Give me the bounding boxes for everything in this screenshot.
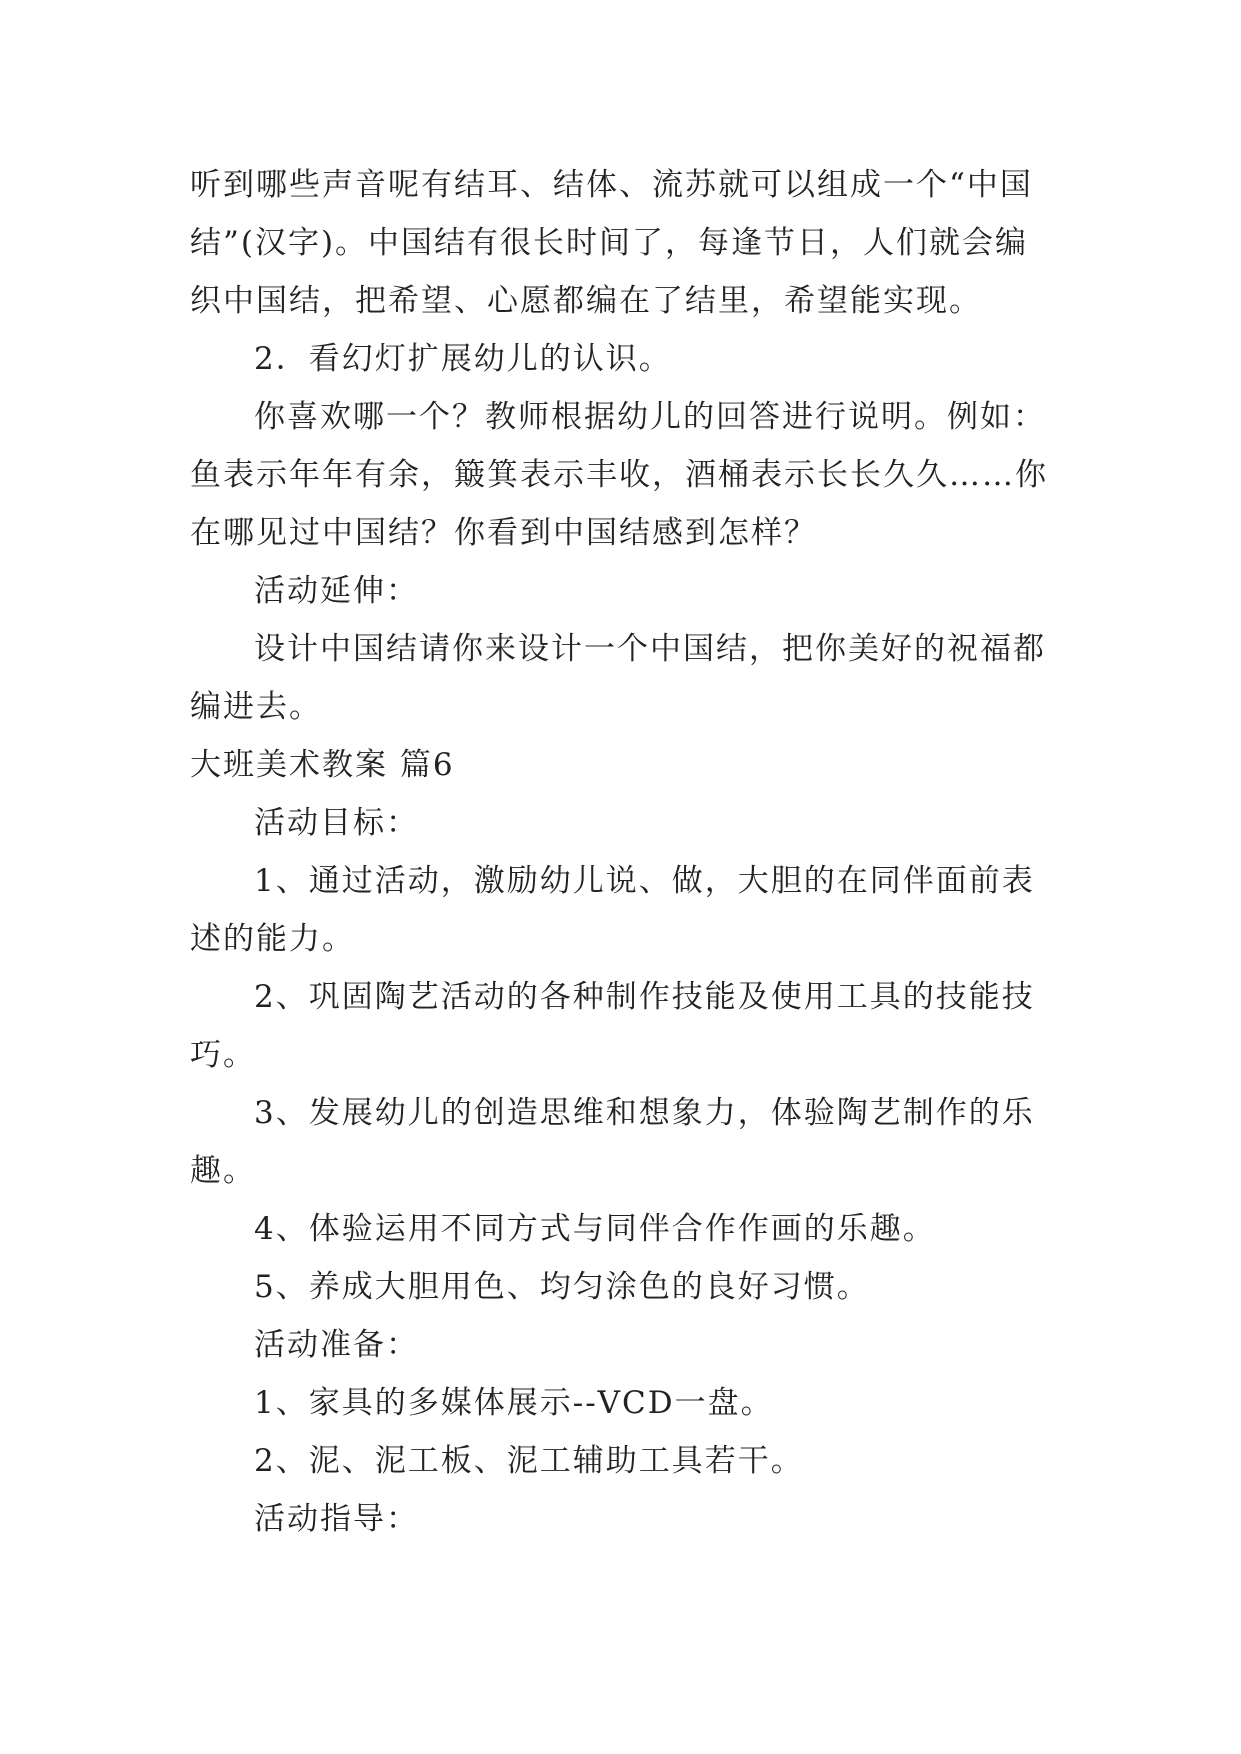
list-item: 5、养成大胆用色、均匀涂色的良好习惯。	[254, 1269, 870, 1305]
chapter-title: 大班美术教案 篇6	[190, 747, 455, 783]
list-item: 1、家具的多媒体展示--VCD一盘。	[254, 1385, 774, 1421]
text-line: 结”(汉字)。中国结有很长时间了，每逢节日，人们就会编	[190, 225, 1029, 261]
text-line: 编进去。	[190, 689, 322, 725]
list-item: 2、巩固陶艺活动的各种制作技能及使用工具的技能技	[254, 979, 1035, 1015]
text-line: 听到哪些声音呢有结耳、结体、流苏就可以组成一个“中国	[190, 167, 1033, 203]
text-line: 织中国结，把希望、心愿都编在了结里，希望能实现。	[190, 283, 982, 319]
list-item: 2．看幻灯扩展幼儿的认识。	[254, 341, 672, 377]
text-line: 在哪见过中国结？你看到中国结感到怎样？	[190, 515, 817, 551]
text-line: 设计中国结请你来设计一个中国结，把你美好的祝福都	[254, 631, 1046, 667]
text-line: 述的能力。	[190, 921, 355, 957]
section-heading: 活动延伸：	[254, 573, 419, 609]
list-item: 4、体验运用不同方式与同伴合作作画的乐趣。	[254, 1211, 936, 1247]
list-item: 3、发展幼儿的创造思维和想象力，体验陶艺制作的乐	[254, 1095, 1035, 1131]
text-line: 巧。	[190, 1037, 256, 1073]
section-heading: 活动准备：	[254, 1327, 419, 1363]
text-line: 趣。	[190, 1153, 256, 1189]
list-item: 2、泥、泥工板、泥工辅助工具若干。	[254, 1443, 804, 1479]
section-heading: 活动目标：	[254, 805, 419, 841]
text-line: 你喜欢哪一个？教师根据幼儿的回答进行说明。例如：	[254, 399, 1046, 435]
text-line: 鱼表示年年有余，簸箕表示丰收，酒桶表示长长久久……你	[190, 457, 1048, 493]
section-heading: 活动指导：	[254, 1501, 419, 1537]
list-item: 1、通过活动，激励幼儿说、做，大胆的在同伴面前表	[254, 863, 1035, 899]
